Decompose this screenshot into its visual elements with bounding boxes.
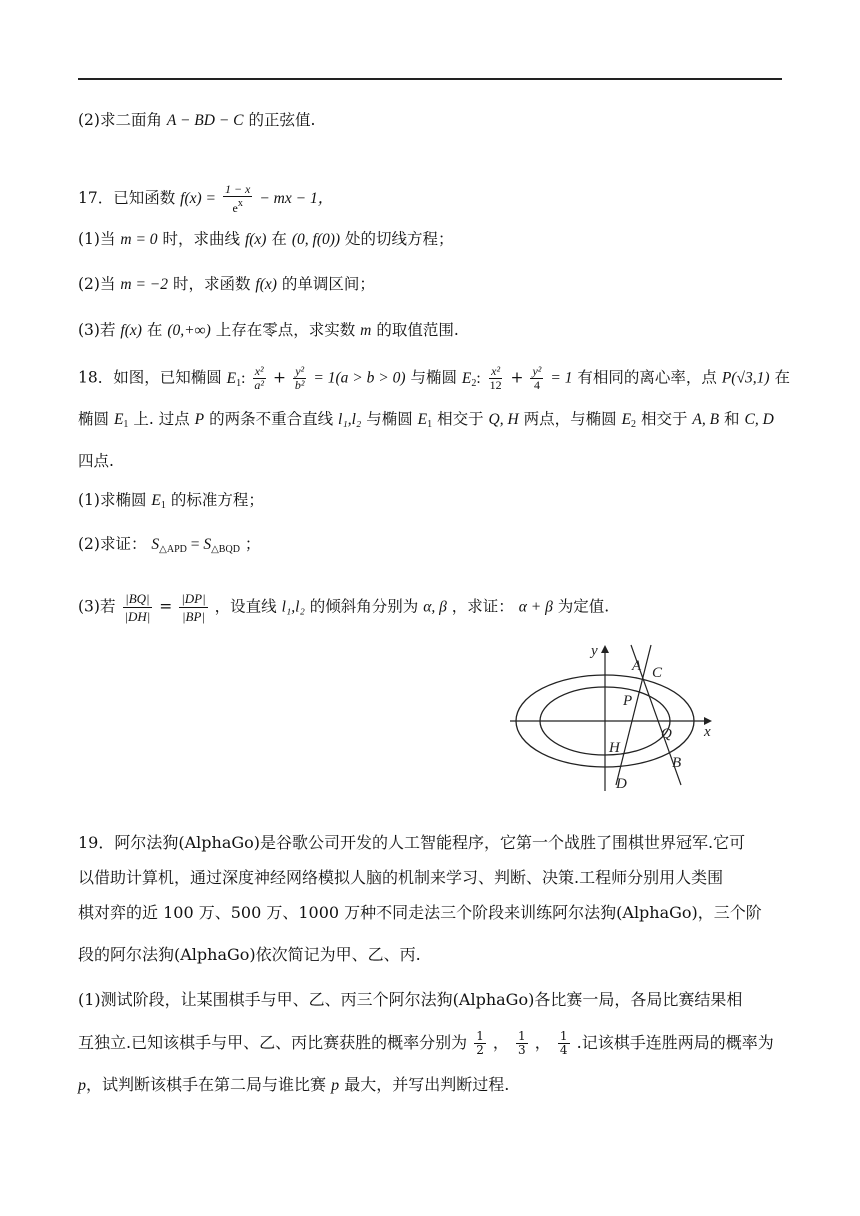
fraction <box>474 1030 486 1057</box>
y-axis-arrow <box>601 645 609 653</box>
fraction <box>530 365 543 392</box>
math: Q, H <box>488 411 519 428</box>
text: 互独立.已知该棋手与甲、乙、丙比赛获胜的概率分别为 <box>78 1033 468 1052</box>
text: 的两条不重合直线 <box>209 410 334 428</box>
text: 与椭圆 <box>366 410 413 428</box>
text: 时，求曲线 <box>162 230 241 248</box>
text: = <box>186 536 204 553</box>
text: ，求证： <box>451 597 514 616</box>
text: 相交于 <box>437 410 484 428</box>
text: e <box>232 201 238 215</box>
text: 17．已知函数 <box>78 189 176 207</box>
frac-numerator: 1 <box>559 1029 568 1043</box>
math: C, D <box>744 411 774 428</box>
frac-numerator: y² <box>532 364 542 378</box>
fraction <box>179 590 207 625</box>
text: 有相同的离心率，点 <box>577 368 717 387</box>
subscript: 1 <box>160 500 166 511</box>
text: 段的阿尔法狗(AlphaGo)依次简记为甲、乙、丙. <box>78 945 421 964</box>
math-angle: A − BD − C <box>166 112 244 129</box>
math: l₁,l₂ <box>338 411 362 428</box>
q19-part1-line2 <box>78 1030 774 1057</box>
math: m = 0 <box>120 231 158 248</box>
text: .记该棋手连胜两局的概率为 <box>576 1033 774 1052</box>
label-c: C <box>652 665 663 681</box>
frac-numerator: 1 − x <box>224 182 251 196</box>
subscript: 1 <box>236 377 242 389</box>
subscript: 2 <box>471 377 477 389</box>
math: m = −2 <box>120 276 169 293</box>
q18-stem-line2 <box>78 409 774 435</box>
text: 上存在零点，求实数 <box>215 321 356 339</box>
exponent: x <box>237 198 243 209</box>
math: = 1(a > b > 0) <box>313 369 406 387</box>
math <box>418 411 432 428</box>
text: (1)测试阶段，让某围棋手与甲、乙、丙三个阿尔法狗(AlphaGo)各比赛一局，各局比赛结果相 <box>78 990 743 1009</box>
label-q: Q <box>661 726 672 742</box>
text: ， <box>492 1033 509 1052</box>
text: S <box>203 536 212 553</box>
frac-numerator: 1 <box>476 1029 484 1043</box>
q17-part3 <box>78 320 459 341</box>
text: 在 <box>774 368 790 387</box>
text: 相交于 <box>640 410 688 428</box>
q19-line1 <box>78 833 745 853</box>
q19-part1-line3 <box>78 1075 509 1096</box>
q19-line4 <box>78 945 421 965</box>
text: E <box>226 369 237 387</box>
math <box>227 370 246 387</box>
frac-numerator: |BQ| <box>125 591 150 606</box>
text: 棋对弈的近 100 万、500 万、1000 万种不同走法三个阶段来训练阿尔法狗(AlphaGo)，三个阶 <box>78 903 762 922</box>
text: ，设直线 <box>214 597 277 616</box>
subscript: 1 <box>427 419 433 430</box>
math: f(x) <box>244 231 267 248</box>
fraction <box>488 365 504 392</box>
text: : <box>241 369 246 387</box>
text: (2)当 <box>78 275 116 293</box>
frac-numerator: x² <box>491 364 501 378</box>
math: p <box>331 1077 340 1094</box>
math: l₁,l₂ <box>281 598 305 616</box>
text: 的标准方程； <box>170 491 264 509</box>
label-b: B <box>672 755 682 771</box>
q18-stem-line1 <box>78 365 790 394</box>
frac-denominator: |DH| <box>124 609 151 624</box>
math <box>622 411 636 428</box>
q18-stem-line3 <box>78 451 114 471</box>
fraction <box>558 1030 570 1057</box>
q19-part1-line1 <box>78 990 742 1010</box>
text: (2)求证： <box>78 535 147 553</box>
label-p: P <box>623 693 633 709</box>
fraction <box>122 590 152 625</box>
math: m <box>360 322 372 339</box>
text: 处的切线方程； <box>345 230 454 248</box>
frac-numerator: 1 <box>518 1029 526 1043</box>
label-d: D <box>616 776 627 792</box>
q16-part2 <box>78 110 315 131</box>
text: (2)求二面角 <box>78 111 162 129</box>
q18-part2 <box>78 534 260 560</box>
math: f(x) <box>255 276 277 293</box>
q17-part1 <box>78 229 454 250</box>
text: (1)求椭圆 <box>78 491 147 509</box>
header-rule <box>78 78 782 80</box>
subscript: 2 <box>631 419 637 430</box>
text: (3)若 <box>78 597 116 616</box>
text: + <box>510 368 524 387</box>
q17-part2 <box>78 274 375 295</box>
subscript: △APD <box>159 544 187 555</box>
math <box>151 492 165 509</box>
frac-denominator: 3 <box>518 1043 526 1057</box>
text: 的正弦值. <box>248 111 316 129</box>
subscript: △BQD <box>211 544 240 555</box>
text: E <box>417 411 428 428</box>
text: = <box>159 597 173 616</box>
text: : <box>476 369 481 387</box>
text: 的倾斜角分别为 <box>309 597 419 616</box>
math: α, β <box>423 598 447 616</box>
text: 时，求函数 <box>172 275 251 293</box>
text: 两点，与椭圆 <box>523 410 617 428</box>
math: = 1 <box>550 369 573 387</box>
text: 和 <box>724 410 740 428</box>
text: 最大，并写出判断过程. <box>344 1075 510 1094</box>
text: 18．如图，已知椭圆 <box>78 368 222 387</box>
frac-denominator: b² <box>294 378 305 392</box>
text: 四点. <box>78 452 114 470</box>
ellipse-figure <box>505 643 725 793</box>
frac-numerator: x² <box>254 364 264 378</box>
frac-denominator <box>231 197 245 215</box>
text: E <box>151 492 161 509</box>
text: + <box>272 368 286 387</box>
math: (0, f(0)) <box>291 231 341 248</box>
math: P <box>194 411 205 428</box>
frac-denominator: 2 <box>476 1043 484 1057</box>
text: S <box>151 536 160 553</box>
math: A, B <box>692 411 720 428</box>
q19-line2 <box>78 868 723 888</box>
text: E <box>461 369 472 387</box>
frac-denominator: 4 <box>559 1043 568 1057</box>
math: (0,+∞) <box>167 322 211 339</box>
text: 的单调区间； <box>281 275 375 293</box>
frac-denominator: 12 <box>489 378 502 392</box>
math: α + β <box>518 598 553 616</box>
q18-part1 <box>78 490 264 516</box>
frac-numerator: y² <box>295 364 305 378</box>
q18-part3 <box>78 590 609 625</box>
label-h: H <box>609 740 620 756</box>
frac-numerator: |DP| <box>181 591 206 606</box>
fraction <box>293 365 307 392</box>
label-y: y <box>591 643 598 659</box>
q19-line3 <box>78 903 762 923</box>
text: E <box>113 411 124 428</box>
math <box>151 536 240 553</box>
math: f(x) <box>120 322 142 339</box>
text: E <box>621 411 632 428</box>
text: ； <box>244 535 261 553</box>
math: P(√3,1) <box>721 369 770 387</box>
math-tail: − mx − 1， <box>259 190 334 207</box>
label-a: A <box>632 658 642 674</box>
text: 为定值. <box>557 597 610 616</box>
math: p <box>78 1077 86 1094</box>
subscript: 1 <box>123 419 129 430</box>
fraction <box>516 1030 528 1057</box>
fraction <box>252 365 266 392</box>
text: 的取值范围. <box>376 321 459 339</box>
text: 以借助计算机，通过深度神经网络模拟人脑的机制来学习、判断、决策.工程师分别用人类围 <box>78 868 724 887</box>
q17-stem <box>78 183 333 215</box>
math <box>114 411 128 428</box>
fraction <box>223 183 252 215</box>
math-func: f(x) = <box>180 190 217 207</box>
frac-denominator: a² <box>254 378 264 392</box>
text: 与椭圆 <box>410 368 457 387</box>
text: 上. 过点 <box>133 410 190 428</box>
math <box>462 370 481 387</box>
text: (1)当 <box>78 230 116 248</box>
text: 椭圆 <box>78 410 110 428</box>
text: ， <box>534 1033 551 1052</box>
frac-denominator: |BP| <box>181 609 205 624</box>
text: 在 <box>146 321 163 339</box>
label-x: x <box>704 724 711 740</box>
text: ，试判断该棋手在第二局与谁比赛 <box>86 1075 327 1094</box>
text: 在 <box>271 230 287 248</box>
text: 19．阿尔法狗(AlphaGo)是谷歌公司开发的人工智能程序，它第一个战胜了围棋世界冠军.它可 <box>78 833 746 852</box>
frac-denominator: 4 <box>533 378 540 392</box>
text: (3)若 <box>78 321 116 339</box>
